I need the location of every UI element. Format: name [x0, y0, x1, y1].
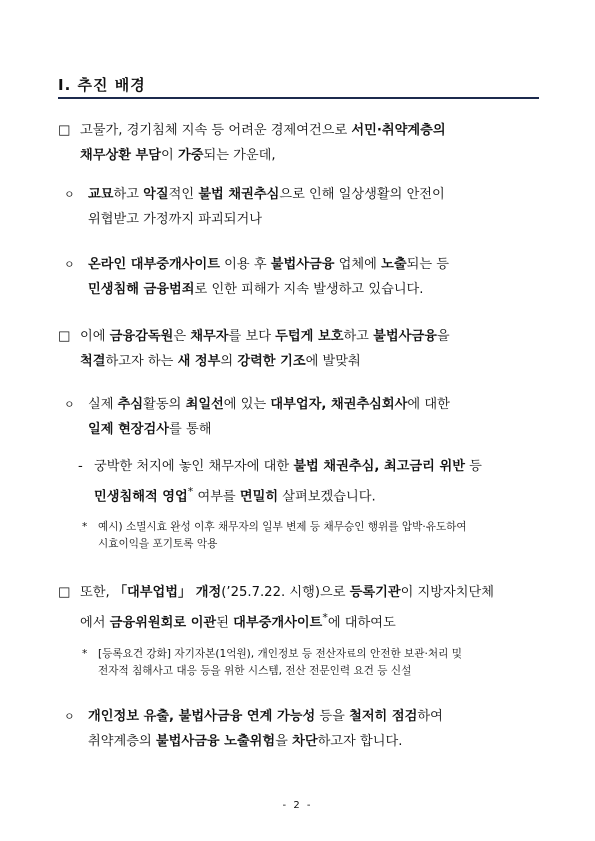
bold-run: 불법 채권추심 — [198, 187, 280, 202]
text-run: 이용 후 — [219, 257, 271, 272]
bold-run: 노출 — [381, 257, 407, 272]
bold-run: 강력한 기조 — [237, 354, 306, 369]
text-run: 적인 — [168, 187, 199, 202]
heading-underline — [58, 97, 539, 99]
text-run: [등록요건 강화] 자기자본(1억원), 개인정보 등 전산자료의 안전한 보관·처리 및 — [98, 648, 462, 660]
bold-run: 차단 — [292, 734, 318, 749]
footnote-example — [58, 519, 540, 553]
text-run: 등을 — [315, 709, 350, 724]
text-line — [58, 646, 540, 663]
text-line — [58, 580, 540, 605]
text-line — [58, 324, 540, 349]
text-run: 를 보다 — [228, 329, 276, 344]
subparagraph-online-broker — [58, 252, 540, 302]
text-run: 되는 가운데, — [203, 148, 276, 163]
bold-run: 온라인 대부중개사이트 — [88, 257, 220, 272]
bold-run: 척결 — [80, 354, 106, 369]
text-run: 을 — [436, 329, 450, 344]
text-line — [58, 143, 540, 168]
bold-run: 악질 — [143, 187, 169, 202]
text-run: 에 대하여도 — [327, 615, 396, 631]
bold-run: 추심 — [117, 397, 144, 412]
bold-run: 대부업자, 채권추심회사 — [270, 397, 408, 412]
text-line — [58, 182, 540, 207]
bold-run: 면밀히 — [239, 489, 279, 505]
bold-run: 불법사금융 — [270, 257, 335, 272]
circle-bullet-icon: ㅇ — [64, 710, 75, 723]
text-run: 으로 인해 일상생활의 안전이 — [279, 187, 445, 202]
text-run: 이에 — [80, 329, 110, 344]
bold-run: 개인정보 유출, 불법사금융 연계 가능성 — [88, 709, 316, 724]
text-run: 를 통해 — [169, 422, 212, 437]
subparagraph-inspection — [58, 704, 540, 754]
bold-run: 불법사금융 — [373, 329, 437, 344]
text-run: 에 발맞춰 — [305, 354, 361, 369]
text-run: 또한, — [80, 585, 114, 600]
bold-run: 불법사금융 노출위험 — [155, 734, 276, 749]
bold-run: 등록기관 — [349, 585, 401, 600]
text-run: 궁박한 처지에 놓인 채무자에 대한 — [94, 459, 294, 474]
text-run: 이 — [161, 148, 178, 163]
text-line — [58, 118, 540, 143]
bold-run: 최일선 — [185, 397, 224, 412]
square-bullet-icon: □ — [58, 585, 71, 600]
footnote-marker: * — [187, 485, 194, 498]
text-line: 시효이익을 포기토록 악용 — [98, 538, 218, 550]
text-run: 에서 — [80, 615, 110, 631]
text-run: 하고자 하는 — [105, 354, 178, 369]
section-heading: Ⅰ. 추진 배경 — [58, 76, 146, 94]
text-run: 실제 — [88, 397, 118, 412]
subitem-review — [58, 454, 540, 504]
dash-bullet-icon: - — [78, 459, 83, 474]
text-run: 의 — [220, 354, 238, 369]
bold-run: 금융감독원 — [109, 329, 174, 344]
page-number: - 2 - — [282, 800, 313, 811]
text-run: 살펴보겠습니다. — [278, 489, 376, 505]
circle-bullet-icon: ㅇ — [64, 258, 75, 271]
text-run: 하고자 합니다. — [317, 734, 403, 749]
bold-run: 금융위원회로 이관 — [109, 615, 217, 631]
text-line — [58, 252, 540, 277]
paragraph-fss-response — [58, 324, 540, 374]
text-line — [58, 349, 540, 374]
text-run: 되는 등 — [406, 257, 449, 272]
text-run: 고물가, 경기침체 지속 등 어려운 경제여건으로 — [80, 123, 352, 138]
bold-run: 두텁게 보호 — [275, 329, 344, 344]
bold-run: 민생침해적 영업 — [94, 489, 188, 505]
text-run: 예시) 소멸시효 완성 이후 채무자의 일부 변제 등 채무승인 행위를 압박·유도하여 — [98, 521, 467, 533]
text-run: 에 대한 — [407, 397, 450, 412]
bold-run: 가중 — [177, 148, 204, 163]
text-run: 을 — [275, 734, 293, 749]
text-line — [58, 479, 540, 504]
subparagraph-onsite-inspection — [58, 392, 540, 442]
text-run: 여부를 — [193, 489, 240, 505]
subparagraph-illegal-collection — [58, 182, 540, 232]
paragraph-broker-sites — [58, 580, 540, 630]
text-run: 취약계층의 — [88, 734, 156, 749]
text-run: 이 지방자치단체 — [400, 585, 494, 600]
bold-run: 불법 채권추심, 최고금리 위반 — [293, 459, 465, 474]
bold-run: 새 정부 — [177, 354, 221, 369]
text-line — [58, 704, 540, 729]
text-line — [58, 392, 540, 417]
asterisk-icon: * — [82, 521, 88, 533]
text-line — [58, 729, 540, 754]
circle-bullet-icon: ㅇ — [64, 398, 75, 411]
square-bullet-icon: □ — [58, 123, 71, 138]
bold-run: 서민·취약계층의 — [351, 123, 446, 138]
text-line — [58, 454, 540, 479]
footnote-registration — [58, 646, 540, 680]
bold-run: 대부중개사이트 — [233, 615, 323, 631]
bold-run: 「대부업법」 개정 — [113, 585, 222, 600]
text-run: 에 있는 — [223, 397, 271, 412]
paragraph-background — [58, 118, 540, 168]
text-line — [58, 277, 540, 302]
text-run: 된 — [216, 615, 234, 631]
text-run: 하고 — [343, 329, 374, 344]
bold-run: 채무자 — [190, 329, 229, 344]
text-run: 등 — [464, 459, 482, 474]
text-run: 하여 — [417, 709, 443, 724]
asterisk-icon: * — [82, 648, 88, 660]
text-run: 활동의 — [143, 397, 186, 412]
footnote-marker: * — [322, 611, 328, 624]
text-line — [58, 605, 540, 630]
text-line — [58, 519, 540, 536]
text-line: 위협받고 가정까지 파괴되거나 — [88, 212, 262, 227]
bold-run: 민생침해 금융범죄 — [88, 282, 195, 297]
text-run: 업체에 — [334, 257, 382, 272]
text-run: 은 — [173, 329, 191, 344]
text-line — [58, 417, 540, 442]
text-run: (’25.7.22. 시행)으로 — [221, 585, 350, 600]
circle-bullet-icon: ㅇ — [64, 188, 75, 201]
bold-run: 일제 현장검사 — [88, 422, 170, 437]
square-bullet-icon: □ — [58, 329, 71, 344]
bold-run: 채무상환 부담 — [80, 148, 162, 163]
text-line: 전자적 침해사고 대응 등을 위한 시스템, 전산 전문인력 요건 등 신설 — [98, 665, 412, 677]
text-run: 하고 — [113, 187, 144, 202]
bold-run: 철저히 점검 — [349, 709, 418, 724]
text-run: 로 인한 피해가 지속 발생하고 있습니다. — [194, 282, 424, 297]
bold-run: 교묘 — [88, 187, 114, 202]
